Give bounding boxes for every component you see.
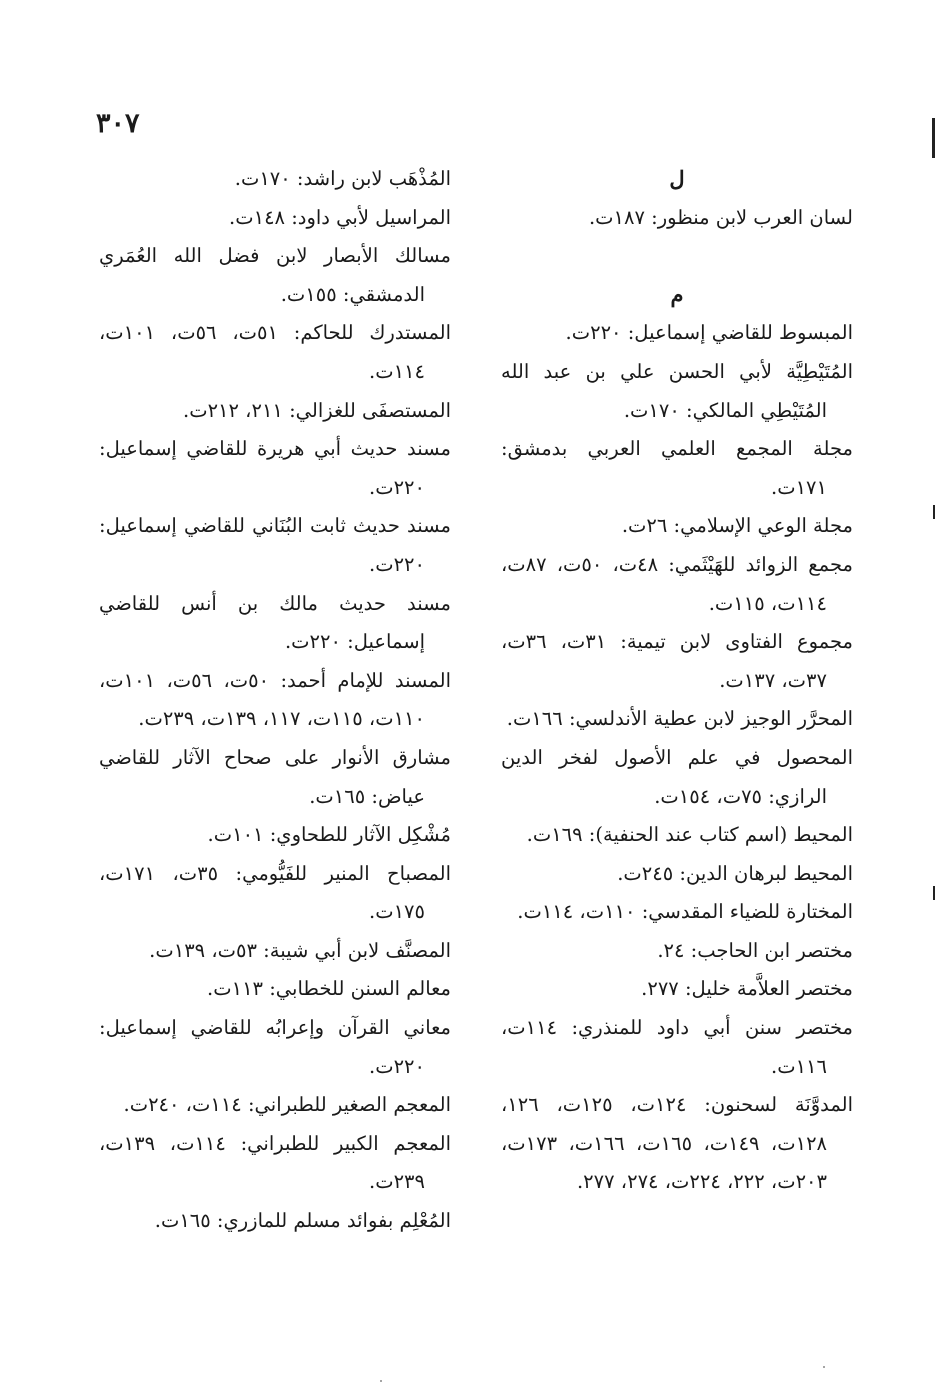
- index-entry: المستصفَى للغزالي: ٢١١، ٢١٢ت.: [183, 398, 451, 422]
- index-entry: مجلة الوعي الإسلامي: ٢٦ت.: [621, 514, 853, 538]
- index-entry: مختصر سنن أبي داود للمنذري: ١١٤ت، ١١٦ت.: [501, 1016, 853, 1078]
- index-entry: المُذْهَب لابن راشد: ١٧٠ت.: [234, 167, 451, 190]
- index-entry: المبسوط للقاضي إسماعيل: ٢٢٠ت.: [565, 321, 853, 345]
- index-entry: المحيط لبرهان الدين: ٢٤٥ت.: [617, 861, 853, 885]
- index-entry: المسند للإمام أحمد: ٥٠ت، ٥٦ت، ١٠١ت، ١١٠ت، ١١٥ت، ١١٧، ١٣٩ت، ٢٣٩ت.: [99, 668, 451, 731]
- index-entry: المُتَيْطِيَّة لأبي الحسن علي بن عبد الله المُتَيْطِي المالكي: ١٧٠ت.: [501, 359, 853, 422]
- index-entry: لسان العرب لابن منظور: ١٨٧ت.: [588, 205, 853, 229]
- index-column-left: [99, 160, 451, 1241]
- index-entry: مختصر العلاَّمة خليل: ٢٧٧.: [641, 977, 853, 1001]
- letter-heading-mim: م: [670, 281, 684, 307]
- index-entry: المصنَّف لابن أبي شيبة: ٥٣ت، ١٣٩ت.: [149, 938, 451, 962]
- index-entry: المختارة للضياء المقدسي: ١١٠ت، ١١٤ت.: [517, 900, 853, 924]
- page-number: ٣٠٧: [96, 108, 140, 139]
- index-entry: مجمع الزوائد للهَيْثَمي: ٤٨ت، ٥٠ت، ٨٧ت، ١١٤ت، ١١٥ت.: [501, 552, 853, 615]
- section-spacer: [501, 237, 853, 276]
- index-entry: المحيط (اسم كتاب عند الحنفية): ١٦٩ت.: [526, 823, 853, 847]
- index-entry: مسالك الأبصار لابن فضل الله العُمَري الدمشقي: ١٥٥ت.: [99, 244, 451, 306]
- index-entry: مسند حديث ثابت البُنَاني للقاضي إسماعيل: ٢٢٠ت.: [99, 514, 451, 576]
- index-entry: مسند حديث أبي هريرة للقاضي إسماعيل: ٢٢٠ت.: [99, 437, 451, 499]
- index-entry: المعجم الكبير للطبراني: ١١٤ت، ١٣٩ت، ٢٣٩ت.: [99, 1131, 451, 1194]
- index-entry: المحرَّر الوجيز لابن عطية الأندلسي: ١٦٦ت.: [506, 707, 853, 731]
- index-entry: المعجم الصغير للطبراني: ١١٤ت، ٢٤٠ت.: [123, 1093, 451, 1117]
- index-entry: مسند حديث مالك بن أنس للقاضي إسماعيل: ٢٢٠ت.: [99, 591, 451, 654]
- index-entry: مشارق الأنوار على صحاح الآثار للقاضي عياض: ١٦٥ت.: [99, 745, 451, 808]
- index-entry: مختصر ابن الحاجب: ٢٤.: [657, 938, 853, 962]
- index-entry: المستدرك للحاكم: ٥١ت، ٥٦ت، ١٠١ت، ١١٤ت.: [99, 321, 451, 383]
- index-entry: مجموع الفتاوى لابن تيمية: ٣١ت، ٣٦ت، ٣٧ت، ١٣٧ت.: [501, 630, 853, 692]
- scan-speck: [823, 1366, 825, 1368]
- index-column-right: [501, 160, 853, 1202]
- index-entry: معاني القرآن وإعرابُه للقاضي إسماعيل: ٢٢٠ت.: [99, 1016, 451, 1078]
- index-entry: المحصول في علم الأصول لفخر الدين الرازي: ٧٥ت، ١٥٤ت.: [501, 745, 853, 808]
- index-entry: المراسيل لأبي داود: ١٤٨ت.: [229, 205, 451, 229]
- letter-heading-lam: ل: [669, 166, 685, 191]
- scan-speck: [380, 1380, 382, 1382]
- index-entry: المدوَّنَة لسحنون: ١٢٤ت، ١٢٥ت، ١٢٦، ١٢٨ت، ١٤٩ت، ١٦٥ت، ١٦٦ت، ١٧٣ت، ٢٠٣ت، ٢٢٢، ٢٢٤ت، ٢٧٤، ٢٧٧.: [501, 1093, 853, 1194]
- index-entry: مُشْكِل الآثار للطحاوي: ١٠١ت.: [207, 823, 451, 847]
- index-entry: معالم السنن للخطابي: ١١٣ت.: [207, 977, 451, 1001]
- index-entry: مجلة المجمع العلمي العربي بدمشق: ١٧١ت.: [501, 437, 853, 499]
- index-entry: المُعْلِم بفوائد مسلم للمازري: ١٦٥ت.: [154, 1209, 451, 1233]
- index-entry: المصباح المنير للفَيُّومي: ٣٥ت، ١٧١ت، ١٧٥ت.: [99, 861, 451, 924]
